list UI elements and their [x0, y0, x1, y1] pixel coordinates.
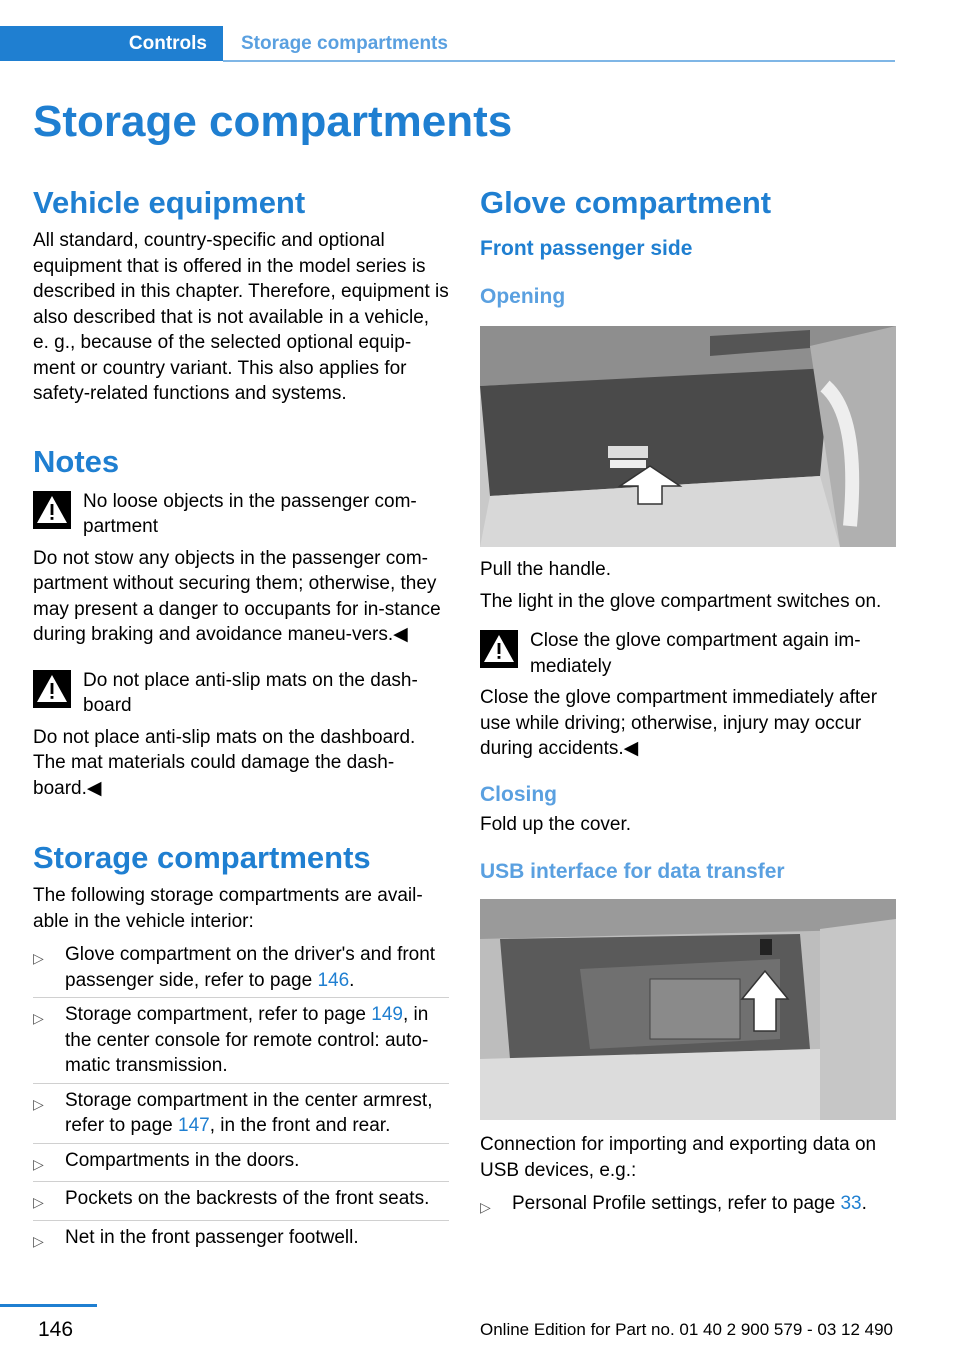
notes-heading: Notes	[33, 443, 120, 479]
edition-note: Online Edition for Part no. 01 40 2 900 579 - 03 12 490	[480, 1320, 894, 1339]
breadcrumb[interactable]: Storage compartments	[241, 32, 448, 54]
list-item: ▷ Net in the front passenger footwell.	[33, 1221, 449, 1259]
warning-title: No loose objects in the passenger com-partment	[83, 490, 417, 537]
vehicle-equipment-text: All standard, country-specific and optional equipment that is offered in the model series is described in this chapter. Therefore, equipment is also described that is not available in a vehicle, e. g., because of the selected optional equip-ment or country variant. This also applies for safety-related functions and systems.	[33, 230, 449, 404]
opening-heading: Opening	[480, 285, 566, 308]
section-tab[interactable]: Controls	[0, 26, 223, 61]
page-link[interactable]: 146	[317, 969, 350, 991]
warning-triangle-icon	[480, 628, 518, 679]
warning-close-glove	[480, 628, 896, 679]
page-title: Storage compartments	[33, 97, 513, 146]
glove-compartment-opening-image	[480, 326, 896, 547]
list-item: ▷ Storage compartment, refer to page 149, in the center console for remote control: auto-matic transmission.	[33, 998, 449, 1084]
front-passenger-heading: Front passenger side	[480, 237, 693, 260]
closing-text: Fold up the cover.	[480, 813, 632, 835]
bullet-triangle-icon: ▷	[480, 1199, 491, 1215]
warning-triangle-icon	[33, 668, 71, 719]
bullet-triangle-icon: ▷	[33, 950, 44, 966]
bullet-triangle-icon: ▷	[33, 1232, 44, 1249]
warning-text: Do not stow any objects in the passenger com-partment without securing them; otherwise, they may present a danger to occupants for in-stance during braking and avoidance maneu-vers.◀	[33, 547, 441, 645]
warning-text: Close the glove compartment immediately after use while driving; otherwise, injury may occur during accidents.◀	[480, 687, 878, 759]
bullet-triangle-icon: ▷	[33, 1095, 44, 1112]
glove-compartment-heading: Glove compartment	[480, 185, 772, 220]
vehicle-equipment-heading: Vehicle equipment	[33, 185, 306, 220]
list-item: ▷ Glove compartment on the driver's and front passenger side, refer to page 146.	[33, 938, 449, 998]
list-item: ▷ Storage compartment in the center armrest, refer to page 147, in the front and rear.	[33, 1084, 449, 1144]
bullet-triangle-icon: ▷	[33, 1010, 44, 1026]
page-link[interactable]: 149	[371, 1004, 403, 1025]
storage-intro: The following storage compartments are avail-able in the vehicle interior:	[33, 885, 423, 932]
header-divider	[223, 60, 895, 62]
list-item: ▷ Compartments in the doors.	[33, 1144, 449, 1183]
pull-handle-text: Pull the handle.	[480, 559, 611, 580]
page-link[interactable]: 147	[178, 1115, 210, 1136]
list-item: ▷ Pockets on the backrests of the front seats.	[33, 1182, 449, 1221]
bullet-triangle-icon: ▷	[33, 1155, 44, 1172]
footer-divider	[0, 1304, 97, 1307]
closing-heading: Closing	[480, 782, 557, 806]
right-column	[480, 182, 896, 1225]
warning-loose-objects	[33, 489, 449, 540]
page-number: 146	[38, 1318, 74, 1341]
warning-triangle-icon	[33, 489, 71, 540]
list-item: ▷ Personal Profile settings, refer to page 33.	[480, 1187, 896, 1225]
warning-anti-slip	[33, 668, 449, 719]
left-column	[33, 182, 449, 1258]
usb-interface-heading: USB interface for data transfer	[480, 860, 785, 883]
warning-title: Close the glove compartment again im-mediately	[530, 630, 861, 677]
usb-list	[480, 1187, 896, 1225]
warning-text: Do not place anti-slip mats on the dashboard. The mat materials could damage the dash-board.◀	[33, 726, 416, 799]
page-link[interactable]: 33	[840, 1193, 862, 1214]
light-text: The light in the glove compartment switches on.	[480, 590, 882, 612]
bullet-triangle-icon: ▷	[33, 1194, 44, 1210]
storage-compartments-heading: Storage compartments	[33, 840, 371, 875]
usb-text: Connection for importing and exporting data on USB devices, e.g.:	[480, 1134, 877, 1181]
usb-interface-image	[480, 899, 896, 1120]
storage-list	[33, 938, 449, 1258]
warning-title: Do not place anti-slip mats on the dash-board	[83, 669, 418, 716]
